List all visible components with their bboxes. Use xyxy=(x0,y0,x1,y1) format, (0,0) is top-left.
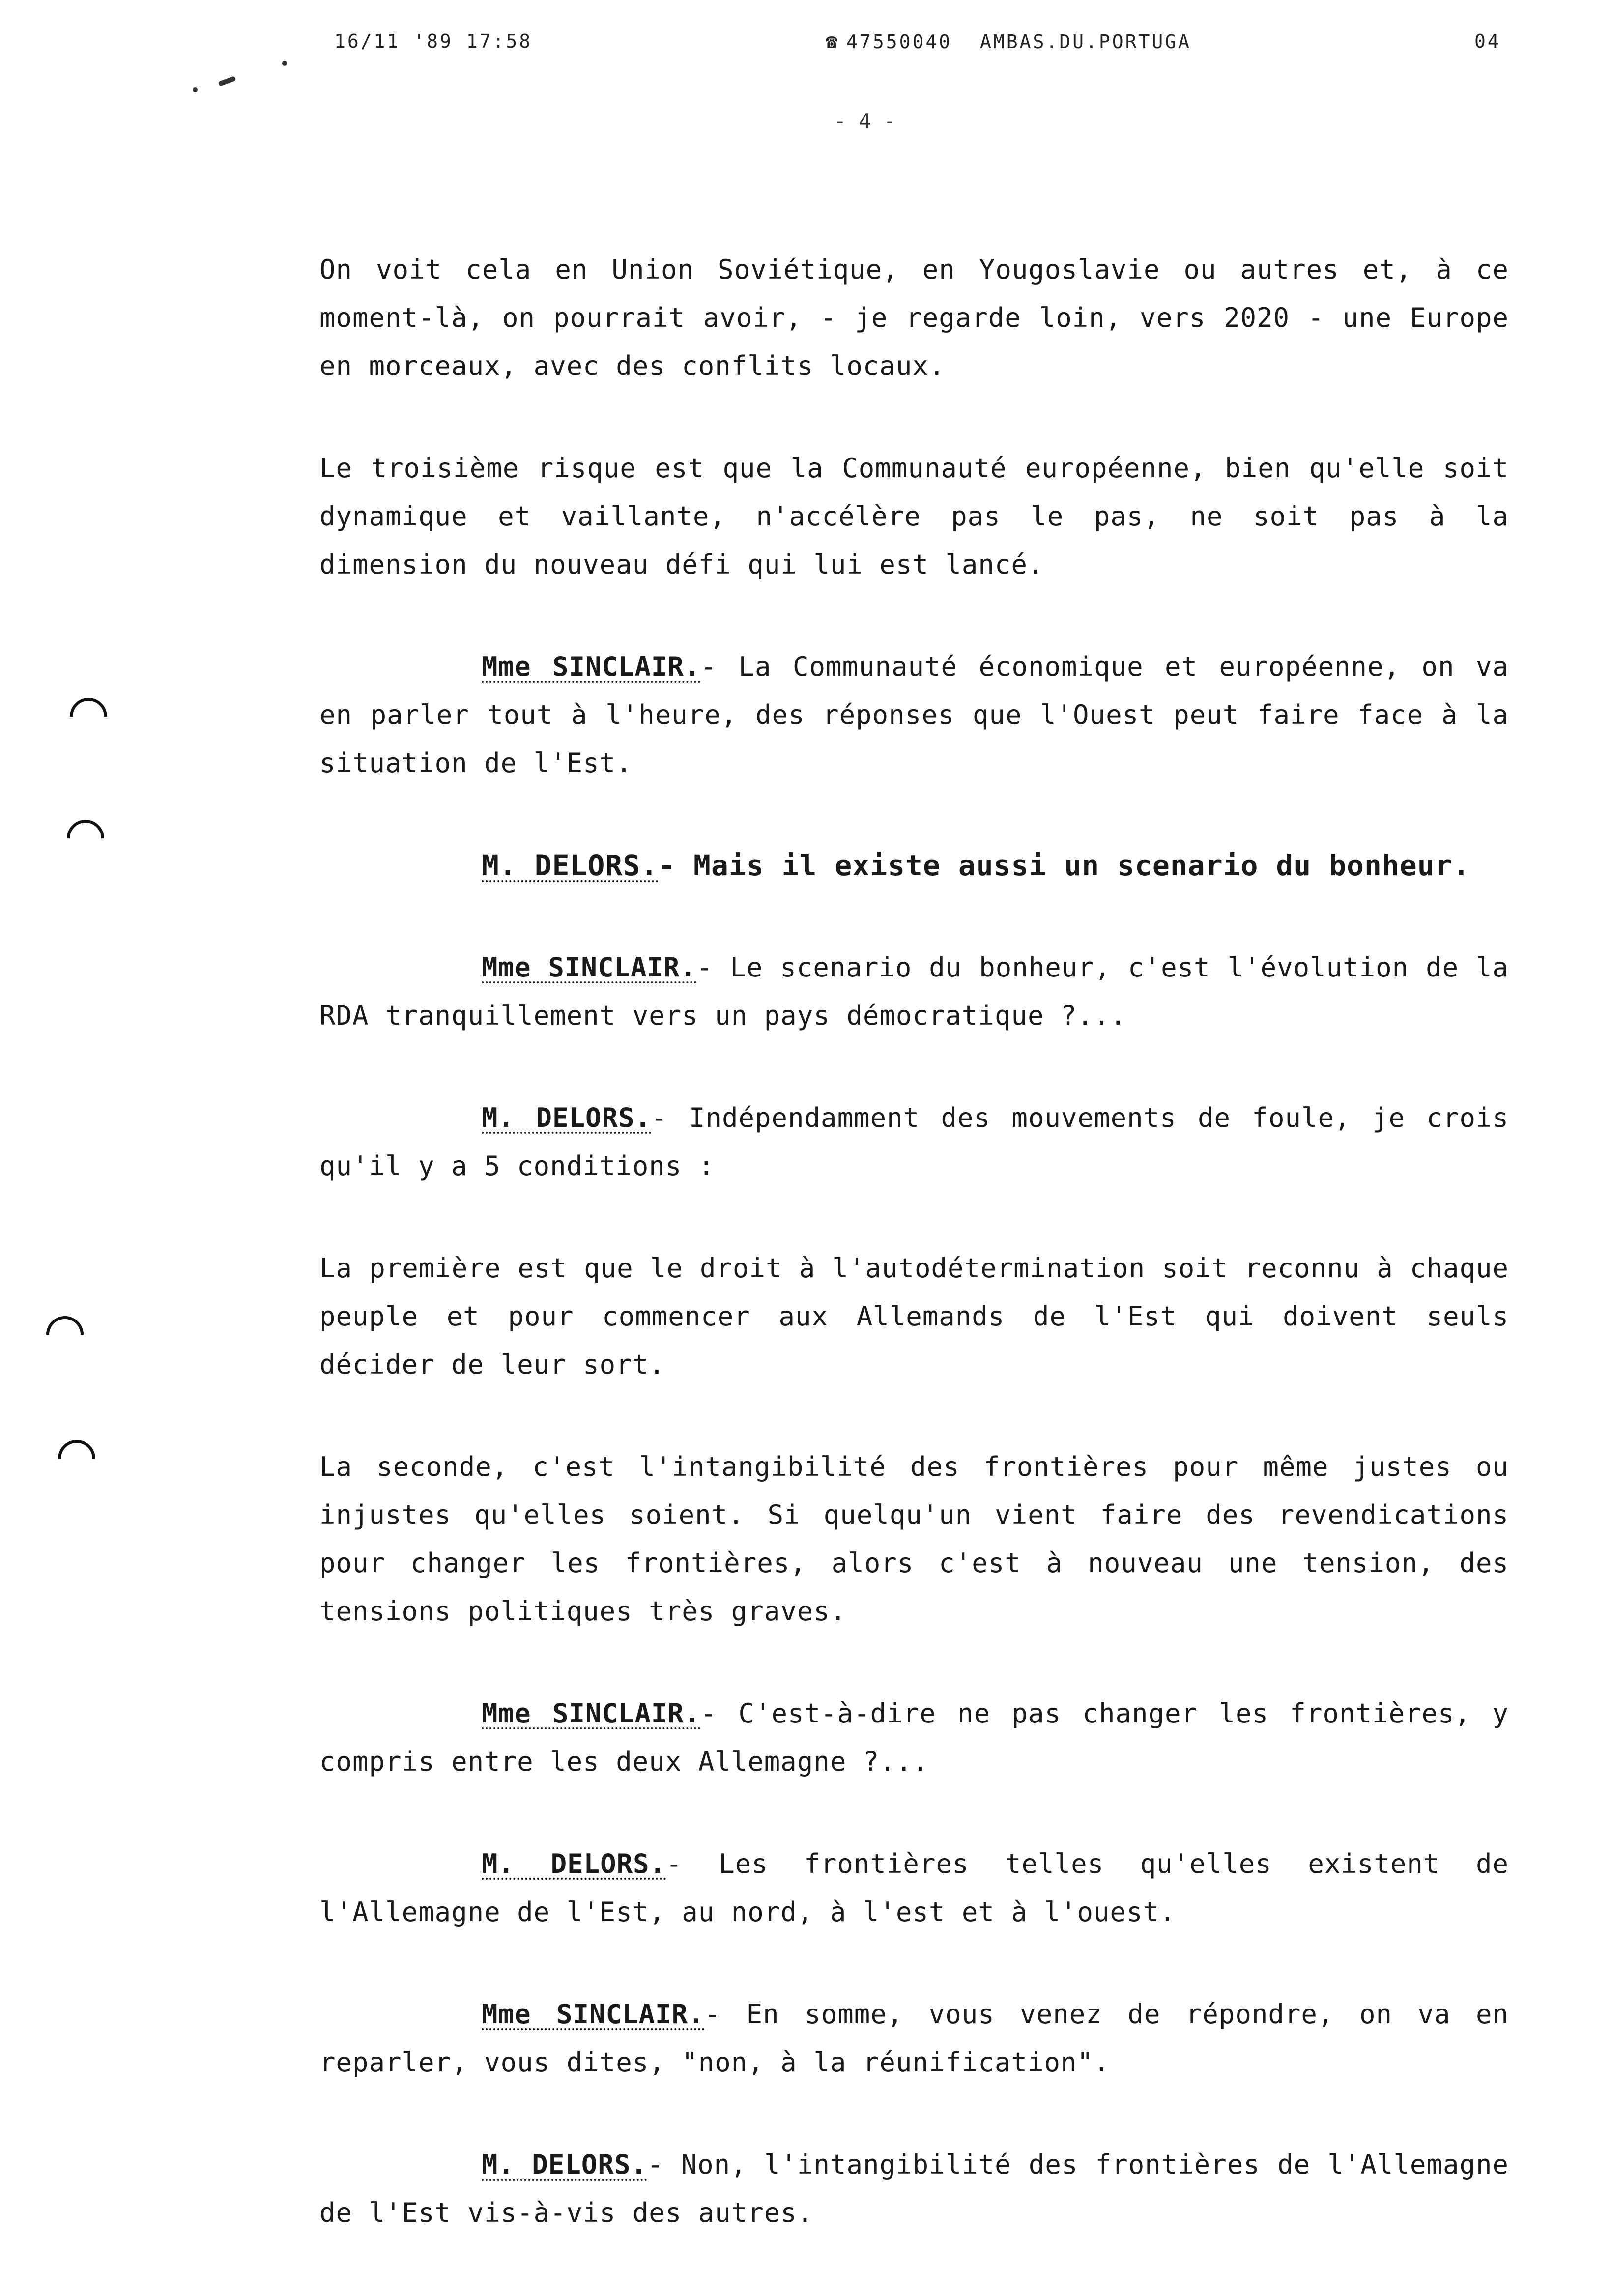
dialogue-paragraph xyxy=(319,1094,1509,1190)
fax-number: 47550040 xyxy=(846,31,952,53)
fax-page-number: 04 xyxy=(1474,30,1501,52)
transcript-body xyxy=(319,246,1509,2291)
punch-hole-mark xyxy=(59,812,112,864)
paragraph-text: - Mais il existe aussi un scenario du bonheur. xyxy=(658,849,1470,882)
punch-hole-mark xyxy=(62,690,115,743)
paragraph-text: La seconde, c'est l'intangibilité des frontières pour même justes ou injustes qu'elles soient. Si quelqu'un vient faire des revendications pour changer les frontières, alors c'est à nouveau une tension, des tensions politiques très graves. xyxy=(319,1451,1509,1627)
page-number: - 4 - xyxy=(834,109,896,133)
scan-speck xyxy=(218,76,236,86)
speaker-name: M. DELORS. xyxy=(482,1848,666,1879)
dialogue-paragraph xyxy=(319,1690,1509,1786)
paragraph-text: Le troisième risque est que la Communauté européenne, bien qu'elle soit dynamique et vaillante, n'accélère pas le pas, ne soit pas à la dimension du nouveau défi qui lui est lancé. xyxy=(319,453,1509,580)
dialogue-paragraph xyxy=(319,944,1509,1040)
paragraph-text: - Les frontières telles qu'elles existent de l'Allemagne de l'Est, au nord, à l'est et à l'ouest. xyxy=(319,1848,1509,1927)
fax-header xyxy=(0,30,1612,60)
paragraph-text: - La Communauté économique et européenne, on va en parler tout à l'heure, des réponses que l'Ouest peut faire face à la situation de l'Est. xyxy=(319,651,1509,778)
dialogue-paragraph xyxy=(319,841,1509,890)
speaker-name: M. DELORS. xyxy=(482,849,659,882)
speaker-name: Mme SINCLAIR. xyxy=(482,651,701,682)
paragraph-text: - Non, l'intangibilité des frontières de l'Allemagne de l'Est vis-à-vis des autres. xyxy=(319,2149,1509,2228)
speaker-name: M. DELORS. xyxy=(482,2149,647,2180)
dialogue-paragraph xyxy=(319,1990,1509,2087)
scan-speck xyxy=(282,61,287,66)
paragraph xyxy=(319,1244,1509,1389)
paragraph xyxy=(319,246,1509,390)
telephone-icon: ☎ xyxy=(826,30,840,53)
punch-hole-mark xyxy=(38,1308,91,1361)
scan-speck xyxy=(193,87,198,92)
fax-sender-line xyxy=(826,30,1191,53)
punch-hole-mark xyxy=(50,1432,103,1485)
paragraph-text: - Indépendamment des mouvements de foule, je crois qu'il y a 5 conditions : xyxy=(319,1102,1509,1181)
speaker-name: M. DELORS. xyxy=(482,1102,652,1133)
dialogue-paragraph xyxy=(319,643,1509,787)
paragraph-text: - C'est-à-dire ne pas changer les frontières, y compris entre les deux Allemagne ?... xyxy=(319,1698,1509,1777)
speaker-name: Mme SINCLAIR. xyxy=(482,1999,705,2030)
fax-sender: AMBAS.DU.PORTUGA xyxy=(980,31,1192,53)
paragraph-text: La première est que le droit à l'autodétermination soit reconnu à chaque peuple et pour commencer aux Allemands de l'Est qui doivent seuls décider de leur sort. xyxy=(319,1253,1509,1380)
speaker-name: Mme SINCLAIR. xyxy=(482,1698,701,1729)
speaker-name: Mme SINCLAIR. xyxy=(482,952,697,983)
paragraph-text: - Le scenario du bonheur, c'est l'évolution de la RDA tranquillement vers un pays démocratique ?... xyxy=(319,952,1509,1031)
paragraph xyxy=(319,1443,1509,1636)
fax-date-time: 16/11 '89 17:58 xyxy=(334,30,533,52)
paragraph-text: - En somme, vous venez de répondre, on va en reparler, vous dites, "non, à la réunification". xyxy=(319,1999,1509,2078)
dialogue-paragraph xyxy=(319,2141,1509,2237)
paragraph-text: On voit cela en Union Soviétique, en Yougoslavie ou autres et, à ce moment-là, on pourrait avoir, - je regarde loin, vers 2020 - une Europe en morceaux, avec des conflits locaux. xyxy=(319,254,1509,381)
paragraph xyxy=(319,444,1509,589)
dialogue-paragraph xyxy=(319,1840,1509,1936)
